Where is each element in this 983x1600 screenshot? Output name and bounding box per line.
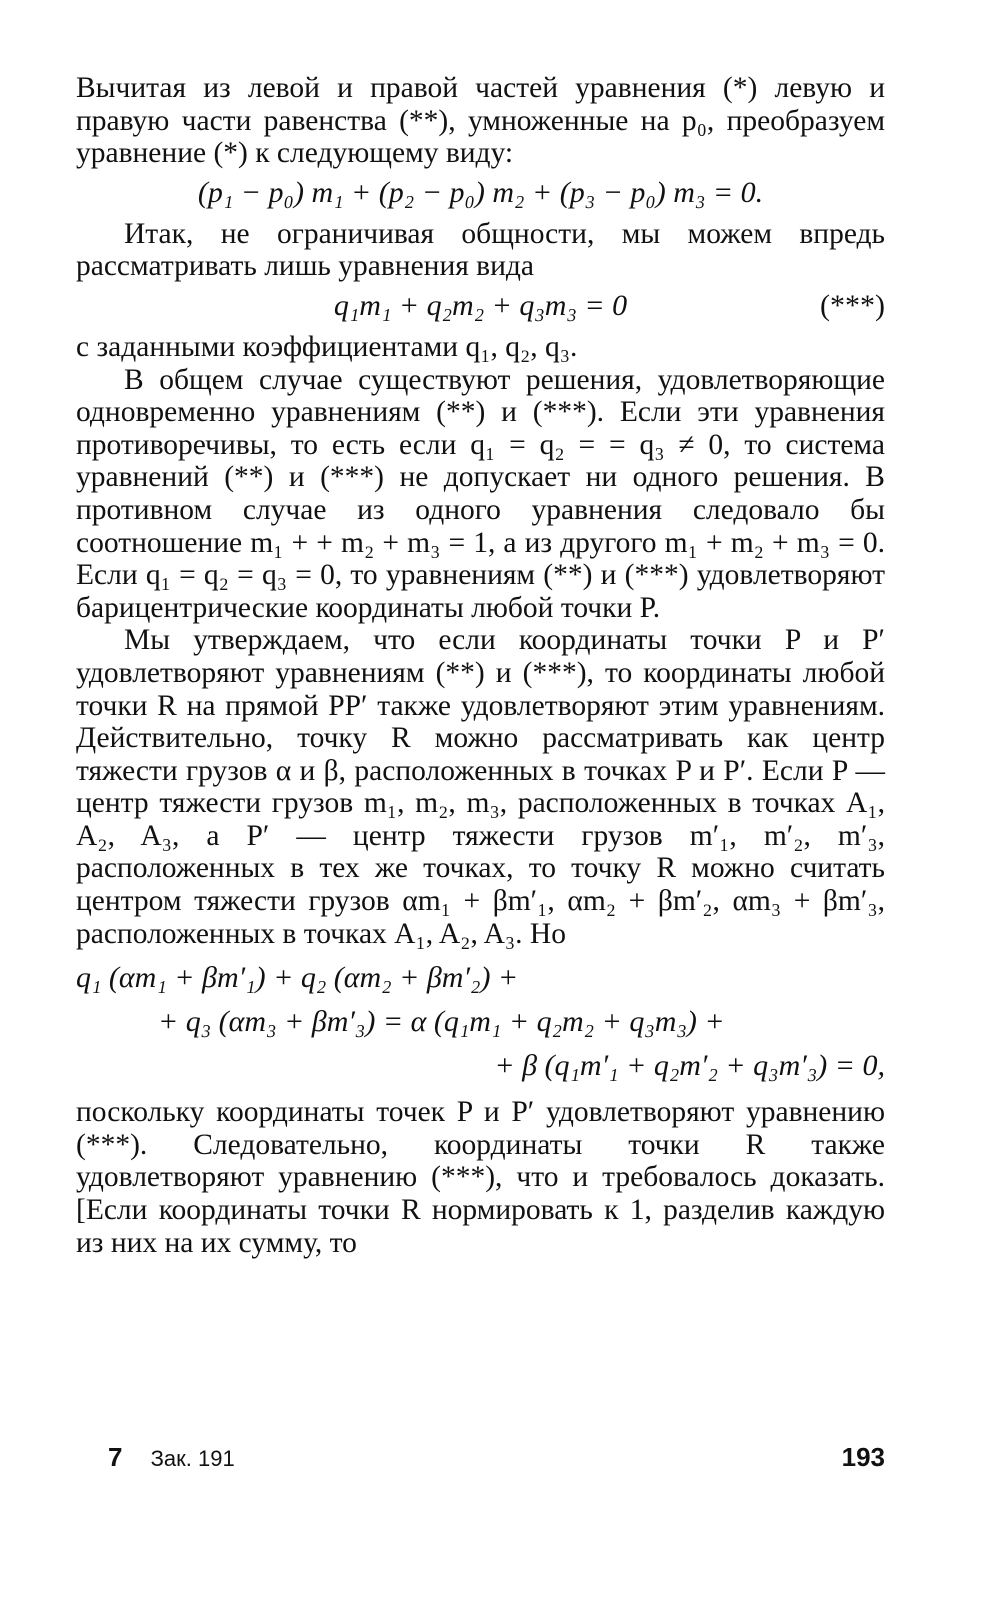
paragraph-6: поскольку координаты точек P и P′ удовлетворяют уравнению (***). Следовательно, координаты точки R также удовлетворяют уравнению (***), что и требовалось доказать. [Если координаты точки R нормировать к 1, разделив каждую из них на их сумму, то — [76, 1096, 885, 1259]
equation-2-label: (***) — [820, 288, 885, 322]
equation-3-line-1: q₁ (αm₁ + βm′₁) + q₂ (αm₂ + βm′₂) + — [76, 961, 519, 995]
equation-2: q₁m₁ + q₂m₂ + q₃m₃ = 0 — [333, 288, 628, 322]
equation-3-line-2: + q₃ (αm₃ + βm′₃) = α (q₁m₁ + q₂m₂ + q₃m₃) + — [158, 1005, 725, 1039]
equation-2-row — [76, 289, 885, 323]
print-info — [108, 1442, 235, 1473]
equation-1: (p₁ − p₀) m₁ + (p₂ − p₀) m₂ + (p₃ − p₀) m₃ = 0. — [197, 175, 764, 209]
equation-3-line-3: + β (q₁m′₁ + q₂m′₂ + q₃m′₃) = 0, — [494, 1049, 885, 1083]
page-number: 193 — [841, 1442, 885, 1472]
paragraph-5: Мы утверждаем, что если координаты точки P и P′ удовлетворяют уравнениям (**) и (***), то координаты любой точки R на прямой PP′ также удовлетворяют этим уравнениям. Действительно, точку R можно рассматривать как центр тяжести грузов α и β, расположенных в точках P и P′. Если P — центр тяжести грузов m₁, m₂, m₃, расположенных в точках A₁, A₂, A₃, а P′ — центр тяжести грузов m′₁, m′₂, m′₃, расположенных в тех же точках, то точку R можно считать центром тяжести грузов αm₁ + βm′₁, αm₂ + βm′₂, αm₃ + βm′₃, расположенных в точках A₁, A₂, A₃. Но — [76, 624, 885, 950]
page-body — [76, 72, 885, 1259]
paragraph-2: Итак, не ограничивая общности, мы можем впредь рассматривать лишь уравнения вида — [76, 217, 885, 283]
equation-3 — [76, 956, 885, 1088]
paragraph-3: с заданными коэффициентами q₁, q₂, q₃. — [76, 330, 578, 363]
paragraph-1: Вычитая из левой и правой частей уравнения (*) левую и правую части равенства (**), умноженные на p₀, преобразуем уравнение (*) к следующему виду: — [76, 72, 885, 170]
signature-mark: 7 — [108, 1442, 123, 1472]
page-footer — [108, 1442, 885, 1473]
paragraph-4: В общем случае существуют решения, удовлетворяющие одновременно уравнениям (**) и (***). Если эти уравнения противоречивы, то есть если q₁ = q₂ = = q₃ ≠ 0, то система уравнений (**) и (***) не допускает ни одного решения. В противном случае из одного уравнения следовало бы соотношение m₁ + + m₂ + m₃ = 1, а из другого m₁ + m₂ + m₃ = 0. Если q₁ = q₂ = q₃ = 0, то уравнениям (**) и (***) удовлетворяют барицентрические координаты любой точки P. — [76, 363, 885, 624]
order-number: Зак. 191 — [150, 1446, 235, 1471]
